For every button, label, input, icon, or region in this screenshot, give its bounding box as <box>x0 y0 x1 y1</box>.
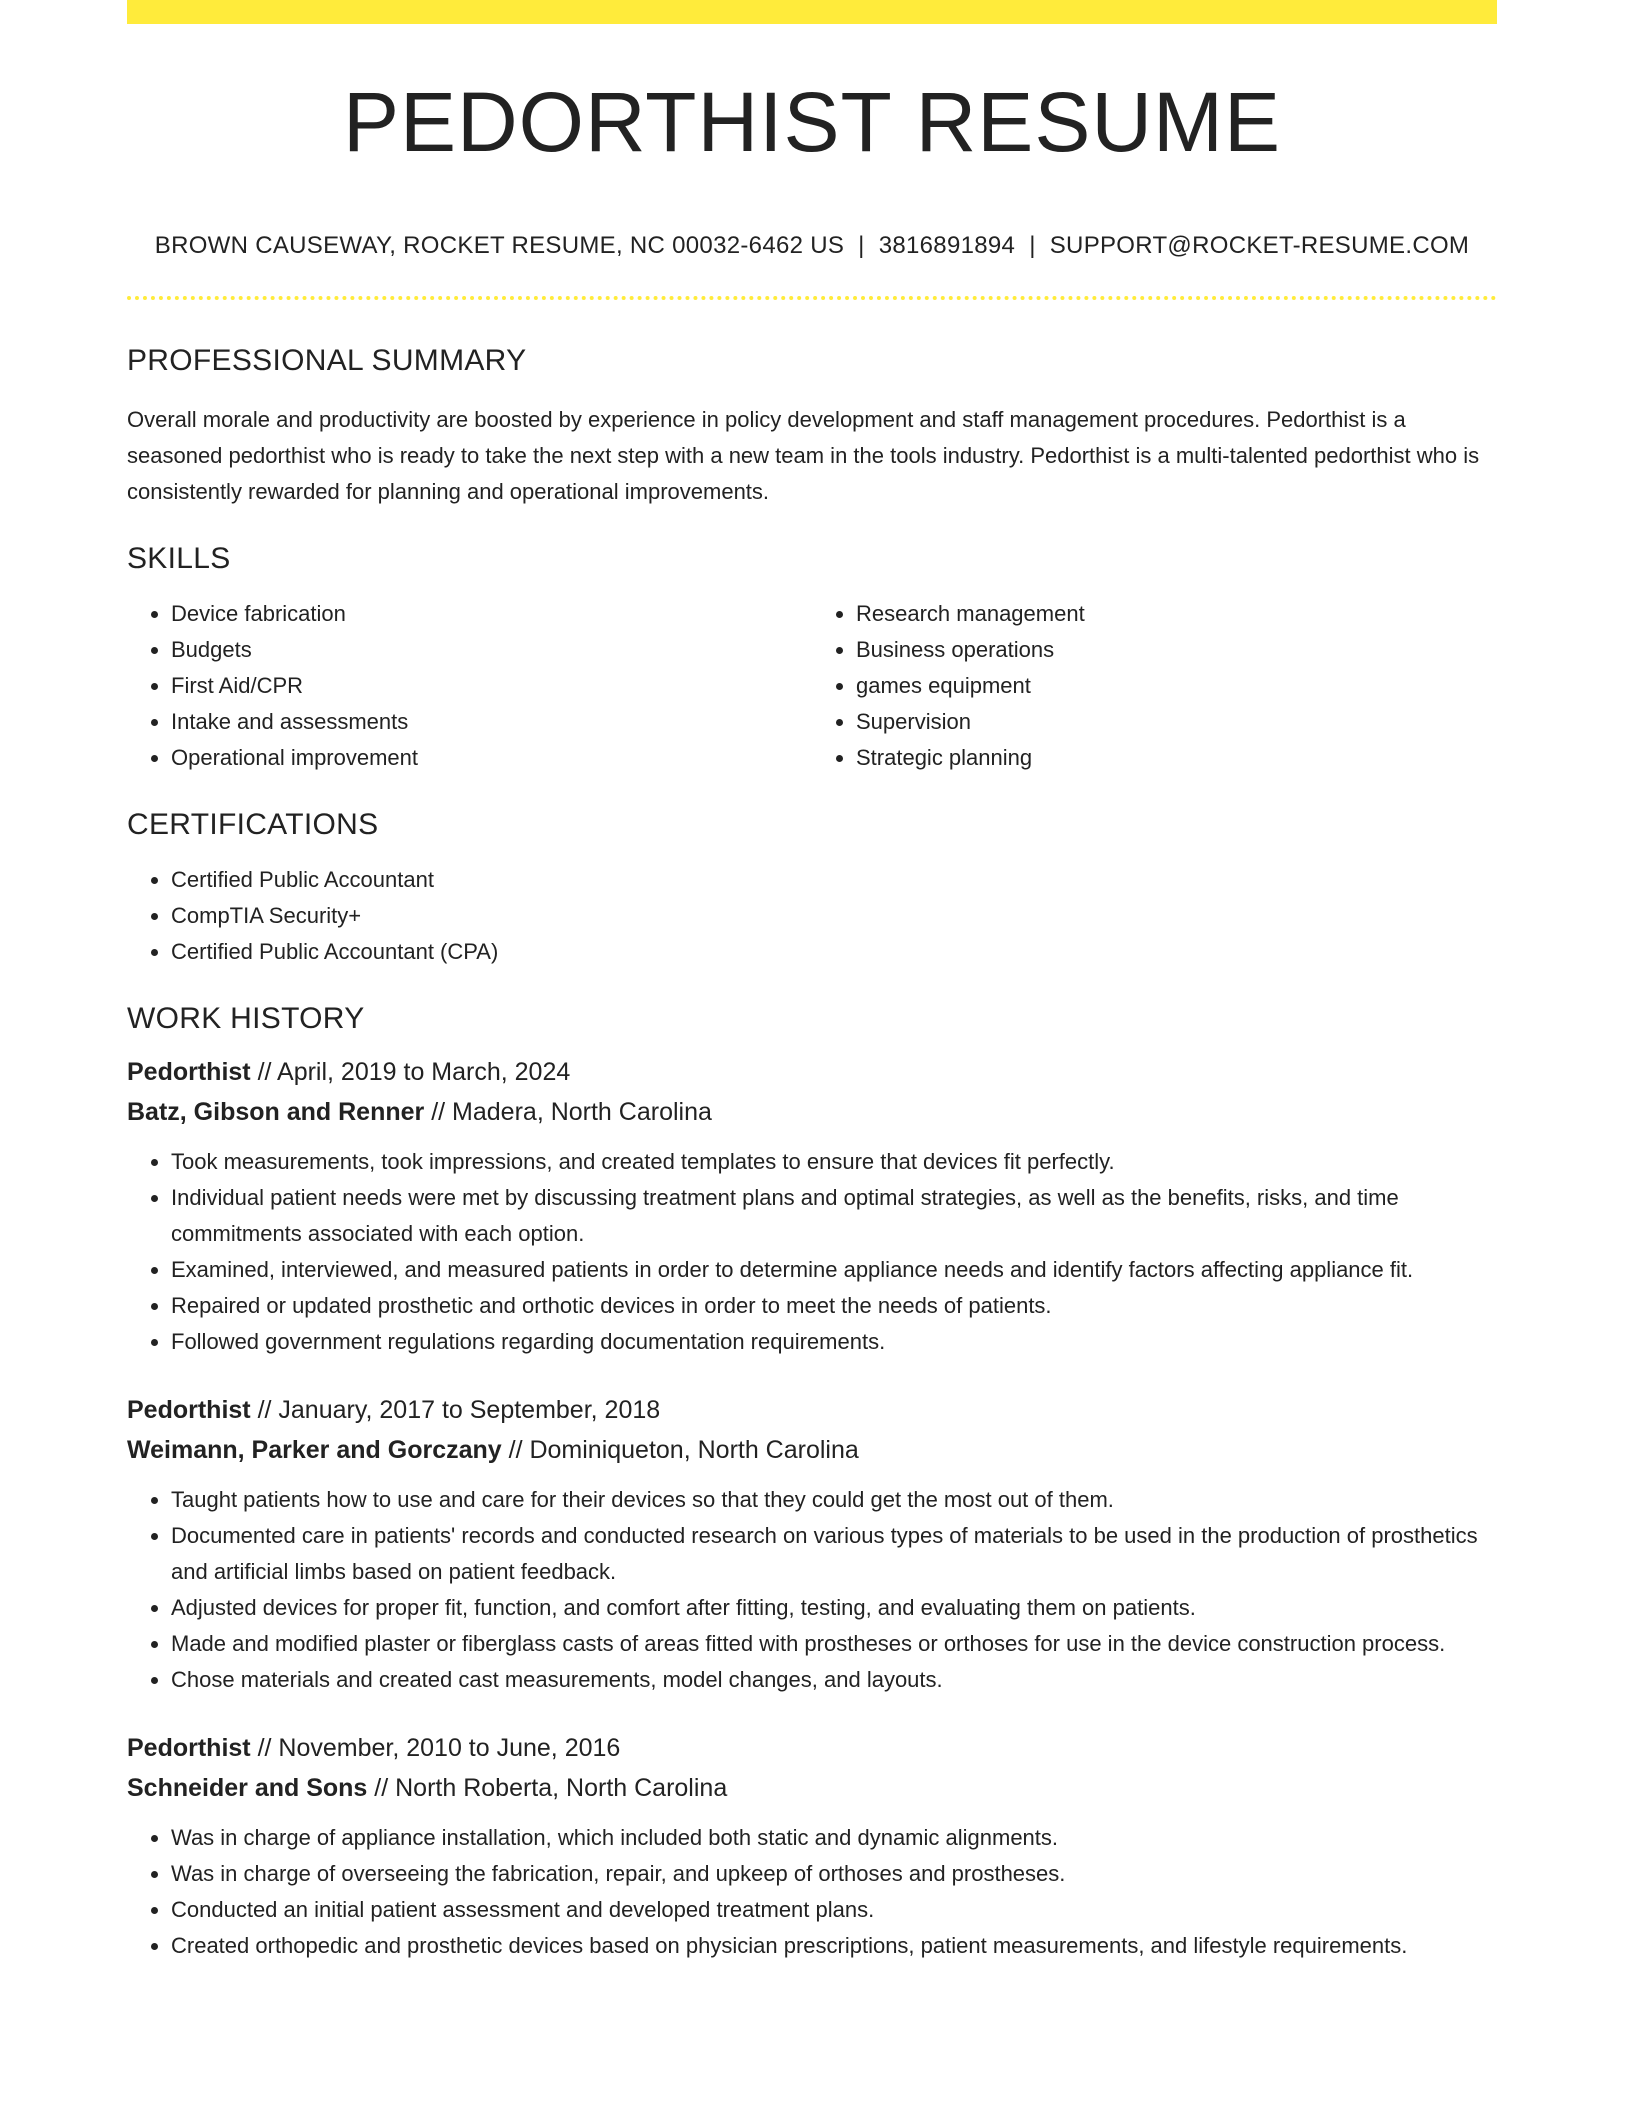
job-dates: // November, 2010 to June, 2016 <box>250 1734 621 1762</box>
contact-phone: 3816891894 <box>878 232 1016 259</box>
job-bullet: • Examined, interviewed, and measured patients in order to determine appliance needs and identify factors affecting appliance fit. <box>171 1252 1497 1288</box>
skill-item: • Research management <box>856 596 1497 632</box>
job-bullet: • Chose materials and created cast measurements, model changes, and layouts. <box>171 1662 1497 1698</box>
job-bullet: • Was in charge of appliance installation, which included both static and dynamic alignments. <box>171 1820 1497 1856</box>
job-location: // Dominiqueton, North Carolina <box>501 1436 859 1464</box>
job-entry <box>127 1390 1497 1698</box>
contact-separator: | <box>1029 232 1036 259</box>
skill-item: • Device fabrication <box>171 596 812 632</box>
job-entry <box>127 1728 1497 1964</box>
skill-item: • Budgets <box>171 632 812 668</box>
skill-item: • First Aid/CPR <box>171 668 812 704</box>
job-bullet: • Taught patients how to use and care for their devices so that they could get the most out of them. <box>171 1482 1497 1518</box>
job-company-line <box>127 1768 1497 1808</box>
summary-heading: PROFESSIONAL SUMMARY <box>127 344 527 377</box>
certification-item: • Certified Public Accountant (CPA) <box>171 934 1497 970</box>
job-location: // North Roberta, North Carolina <box>367 1774 728 1802</box>
certification-item: • Certified Public Accountant <box>171 862 1497 898</box>
job-title: Pedorthist <box>127 1058 251 1086</box>
job-title: Pedorthist <box>127 1734 251 1762</box>
contact-email[interactable]: SUPPORT@ROCKET-RESUME.COM <box>1049 232 1470 259</box>
skill-item: • games equipment <box>856 668 1497 704</box>
resume-title: PEDORTHIST RESUME <box>342 75 1282 169</box>
top-accent-bar <box>127 0 1497 24</box>
job-bullets <box>127 1820 1497 1964</box>
job-bullet: • Took measurements, took impressions, and created templates to ensure that devices fit perfectly. <box>171 1144 1497 1180</box>
skill-item: • Operational improvement <box>171 740 812 776</box>
job-company: Batz, Gibson and Renner <box>127 1098 425 1126</box>
skills-heading: SKILLS <box>127 542 231 575</box>
job-company-line <box>127 1430 1497 1470</box>
skill-item: • Supervision <box>856 704 1497 740</box>
contact-line <box>127 232 1497 260</box>
job-bullets <box>127 1482 1497 1698</box>
job-company: Weimann, Parker and Gorczany <box>127 1436 502 1464</box>
certification-item: • CompTIA Security+ <box>171 898 1497 934</box>
work-history-heading: WORK HISTORY <box>127 1002 365 1035</box>
job-bullet: • Adjusted devices for proper fit, function, and comfort after fitting, testing, and evaluating them on patients. <box>171 1590 1497 1626</box>
job-bullets <box>127 1144 1497 1360</box>
contact-separator: | <box>858 232 865 259</box>
skill-item: • Business operations <box>856 632 1497 668</box>
job-title-line <box>127 1052 1497 1092</box>
summary-text: Overall morale and productivity are boosted by experience in policy development and staff management procedures. Pedorthist is a seasoned pedorthist who is ready to take the next step with a new team in the tools industry. Pedorthist is a multi-talented pedorthist who is consistently rewarded for planning and operational improvements. <box>127 407 1480 504</box>
certifications-heading: CERTIFICATIONS <box>127 808 379 841</box>
skills-column-right <box>812 596 1497 776</box>
job-title: Pedorthist <box>127 1396 251 1424</box>
skills-list <box>127 596 1497 776</box>
certifications-list <box>127 862 1497 970</box>
job-location: // Madera, North Carolina <box>424 1098 712 1126</box>
job-entry <box>127 1052 1497 1360</box>
job-company-line <box>127 1092 1497 1132</box>
job-bullet: • Made and modified plaster or fiberglass casts of areas fitted with prostheses or orthoses for use in the device construction process. <box>171 1626 1497 1662</box>
job-bullet: • Individual patient needs were met by discussing treatment plans and optimal strategies, as well as the benefits, risks, and time commitments associated with each option. <box>171 1180 1497 1252</box>
job-bullet: • Followed government regulations regarding documentation requirements. <box>171 1324 1497 1360</box>
dotted-divider <box>127 296 1497 300</box>
job-title-line <box>127 1728 1497 1768</box>
job-bullet: • Conducted an initial patient assessment and developed treatment plans. <box>171 1892 1497 1928</box>
job-bullet: • Created orthopedic and prosthetic devices based on physician prescriptions, patient measurements, and lifestyle requirements. <box>171 1928 1497 1964</box>
job-dates: // January, 2017 to September, 2018 <box>250 1396 661 1424</box>
job-title-line <box>127 1390 1497 1430</box>
job-bullet: • Documented care in patients' records and conducted research on various types of materials to be used in the production of prosthetics and artificial limbs based on patient feedback. <box>171 1518 1497 1590</box>
contact-address: BROWN CAUSEWAY, ROCKET RESUME, NC 00032-6462 US <box>154 232 845 259</box>
skill-item: • Strategic planning <box>856 740 1497 776</box>
job-bullet: • Repaired or updated prosthetic and orthotic devices in order to meet the needs of patients. <box>171 1288 1497 1324</box>
skills-column-left <box>127 596 812 776</box>
skill-item: • Intake and assessments <box>171 704 812 740</box>
job-dates: // April, 2019 to March, 2024 <box>250 1058 571 1086</box>
resume-page <box>127 0 1497 1964</box>
job-bullet: • Was in charge of overseeing the fabrication, repair, and upkeep of orthoses and prostheses. <box>171 1856 1497 1892</box>
job-company: Schneider and Sons <box>127 1774 368 1802</box>
